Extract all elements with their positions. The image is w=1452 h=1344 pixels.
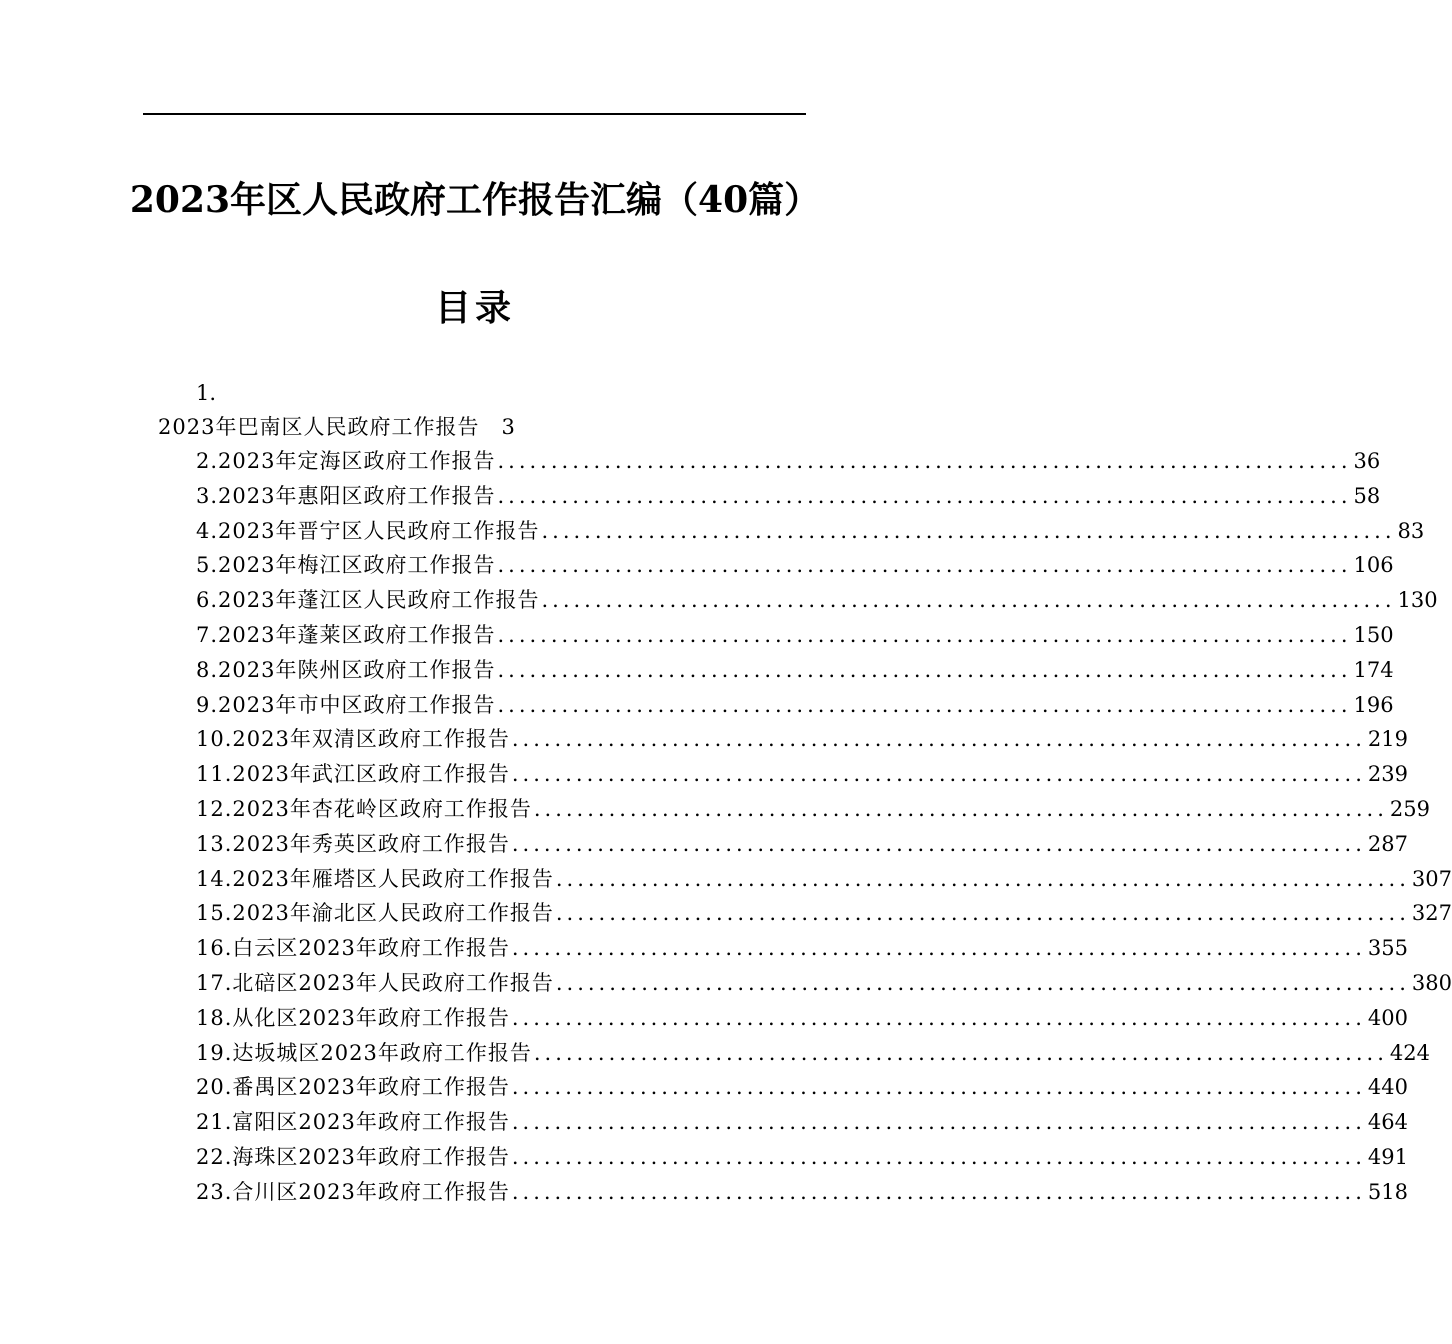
toc-entry[interactable] bbox=[196, 691, 1394, 719]
toc-entry-page: 307 bbox=[1411, 867, 1452, 891]
toc-entry-label: 16.白云区2023年政府工作报告 bbox=[196, 936, 510, 960]
toc-leader-dots: ................................................................................ bbox=[541, 588, 1396, 612]
toc-entry-label: 17.北碚区2023年人民政府工作报告 bbox=[196, 971, 554, 995]
toc-entry[interactable] bbox=[196, 517, 1425, 545]
toc-entry[interactable] bbox=[196, 447, 1381, 475]
toc-entry[interactable] bbox=[196, 830, 1408, 858]
toc-leader-dots: ................................................................................ bbox=[511, 832, 1366, 856]
toc-entry-label: 5.2023年梅江区政府工作报告 bbox=[196, 553, 496, 577]
toc-leader-dots: ................................................................................ bbox=[497, 623, 1352, 647]
toc-leader-dots: ................................................................................ bbox=[511, 1145, 1366, 1169]
toc-entry[interactable] bbox=[196, 621, 1394, 649]
toc-entry-label: 8.2023年陕州区政府工作报告 bbox=[196, 658, 496, 682]
toc-entry[interactable] bbox=[196, 1004, 1408, 1032]
toc-leader-dots: ................................................................................ bbox=[497, 449, 1352, 473]
toc-entry-label: 22.海珠区2023年政府工作报告 bbox=[196, 1145, 510, 1169]
toc-leader-dots: ................................................................................ bbox=[511, 936, 1366, 960]
toc-entry[interactable] bbox=[196, 865, 1452, 893]
toc-leader-dots: ................................................................................ bbox=[497, 693, 1352, 717]
toc-entry-page: 287 bbox=[1367, 832, 1408, 856]
toc-leader-dots: ................................................................................ bbox=[533, 797, 1388, 821]
toc-entry-page: 327 bbox=[1411, 901, 1452, 925]
toc-entry-label: 10.2023年双清区政府工作报告 bbox=[196, 727, 510, 751]
toc-entry-label: 19.达坂城区2023年政府工作报告 bbox=[196, 1041, 532, 1065]
toc-entry-label: 12.2023年杏花岭区政府工作报告 bbox=[196, 797, 532, 821]
toc-entry-page: 400 bbox=[1367, 1006, 1408, 1030]
toc-entry[interactable] bbox=[196, 1178, 1408, 1206]
toc-leader-dots: ................................................................................ bbox=[511, 762, 1366, 786]
toc-entry-page: 259 bbox=[1389, 797, 1430, 821]
toc-entry-label: 18.从化区2023年政府工作报告 bbox=[196, 1006, 510, 1030]
toc-leader-dots: ................................................................................ bbox=[497, 658, 1352, 682]
toc-entry-page: 106 bbox=[1353, 553, 1394, 577]
toc-entry-label: 4.2023年晋宁区人民政府工作报告 bbox=[196, 519, 540, 543]
toc-entry-label: 20.番禺区2023年政府工作报告 bbox=[196, 1075, 510, 1099]
toc-entry[interactable] bbox=[196, 1108, 1408, 1136]
toc-entry-page: 380 bbox=[1411, 971, 1452, 995]
toc-entry-page: 219 bbox=[1367, 727, 1408, 751]
toc-entry[interactable] bbox=[196, 1073, 1408, 1101]
toc-entry[interactable] bbox=[196, 934, 1408, 962]
toc-entry-page: 83 bbox=[1397, 519, 1425, 543]
toc-entry-label: 11.2023年武江区政府工作报告 bbox=[196, 762, 510, 786]
toc-entry-page: 36 bbox=[1353, 449, 1381, 473]
toc-leader-dots: ................................................................................ bbox=[497, 553, 1352, 577]
toc-entry-label: 7.2023年蓬莱区政府工作报告 bbox=[196, 623, 496, 647]
toc-entry-label: 2.2023年定海区政府工作报告 bbox=[196, 449, 496, 473]
toc-entry[interactable] bbox=[196, 1039, 1430, 1067]
toc-entry-page: 424 bbox=[1389, 1041, 1430, 1065]
toc-entry-label: 21.富阳区2023年政府工作报告 bbox=[196, 1110, 510, 1134]
toc-entry-page: 196 bbox=[1353, 693, 1394, 717]
toc-entry[interactable] bbox=[196, 1143, 1408, 1171]
toc-leader-dots: ................................................................................ bbox=[511, 727, 1366, 751]
toc-entry-label: 6.2023年蓬江区人民政府工作报告 bbox=[196, 588, 540, 612]
toc-entry-label: 2023年巴南区人民政府工作报告 bbox=[158, 415, 480, 439]
toc-entry-number: 1. bbox=[196, 381, 217, 405]
toc-entry-page: 464 bbox=[1367, 1110, 1408, 1134]
toc-entry[interactable] bbox=[196, 482, 1381, 510]
toc-entry-page: 239 bbox=[1367, 762, 1408, 786]
toc-leader-dots: ................................................................................ bbox=[511, 1075, 1366, 1099]
toc-entry-page: 518 bbox=[1367, 1180, 1408, 1204]
toc-entry-page: 58 bbox=[1353, 484, 1381, 508]
toc-entry-label: 14.2023年雁塔区人民政府工作报告 bbox=[196, 867, 554, 891]
toc-leader-dots: ................................................................................ bbox=[555, 901, 1410, 925]
toc-leader-dots: ................................................................................ bbox=[533, 1041, 1388, 1065]
toc-leader-dots: ................................................................................ bbox=[541, 519, 1396, 543]
toc-entry[interactable] bbox=[196, 725, 1408, 753]
header-rule bbox=[143, 113, 806, 115]
toc-entry[interactable] bbox=[158, 414, 516, 440]
toc-entry[interactable] bbox=[196, 586, 1438, 614]
toc-leader-dots: ................................................................................ bbox=[555, 971, 1410, 995]
toc-entry-label: 13.2023年秀英区政府工作报告 bbox=[196, 832, 510, 856]
toc-entry-page: 150 bbox=[1353, 623, 1394, 647]
toc-entry-page: 3 bbox=[501, 415, 516, 439]
toc-leader-dots: ................................................................................ bbox=[511, 1110, 1366, 1134]
toc-entry-page: 174 bbox=[1353, 658, 1394, 682]
toc-entry[interactable] bbox=[196, 760, 1408, 788]
toc-entry-label: 3.2023年惠阳区政府工作报告 bbox=[196, 484, 496, 508]
toc-entry-page: 491 bbox=[1367, 1145, 1408, 1169]
toc-entry[interactable] bbox=[196, 899, 1452, 927]
document-title: 2023年区人民政府工作报告汇编（40篇） bbox=[129, 179, 821, 221]
toc-entry-page: 440 bbox=[1367, 1075, 1408, 1099]
toc-leader-dots: ................................................................................ bbox=[511, 1180, 1366, 1204]
toc-entry[interactable] bbox=[196, 969, 1452, 997]
toc-entry-label: 9.2023年市中区政府工作报告 bbox=[196, 693, 496, 717]
toc-entry-page: 355 bbox=[1367, 936, 1408, 960]
toc-leader-dots: ................................................................................ bbox=[555, 867, 1410, 891]
toc-leader-dots: ................................................................................ bbox=[511, 1006, 1366, 1030]
toc-heading: 目录 bbox=[434, 287, 515, 329]
toc-entry-label: 23.合川区2023年政府工作报告 bbox=[196, 1180, 510, 1204]
toc-entry-label: 15.2023年渝北区人民政府工作报告 bbox=[196, 901, 554, 925]
toc-entry[interactable] bbox=[196, 551, 1394, 579]
toc-leader-dots: ................................................................................ bbox=[497, 484, 1352, 508]
toc-entry-page: 130 bbox=[1397, 588, 1438, 612]
toc-entry[interactable] bbox=[196, 656, 1394, 684]
toc-entry[interactable] bbox=[196, 795, 1430, 823]
